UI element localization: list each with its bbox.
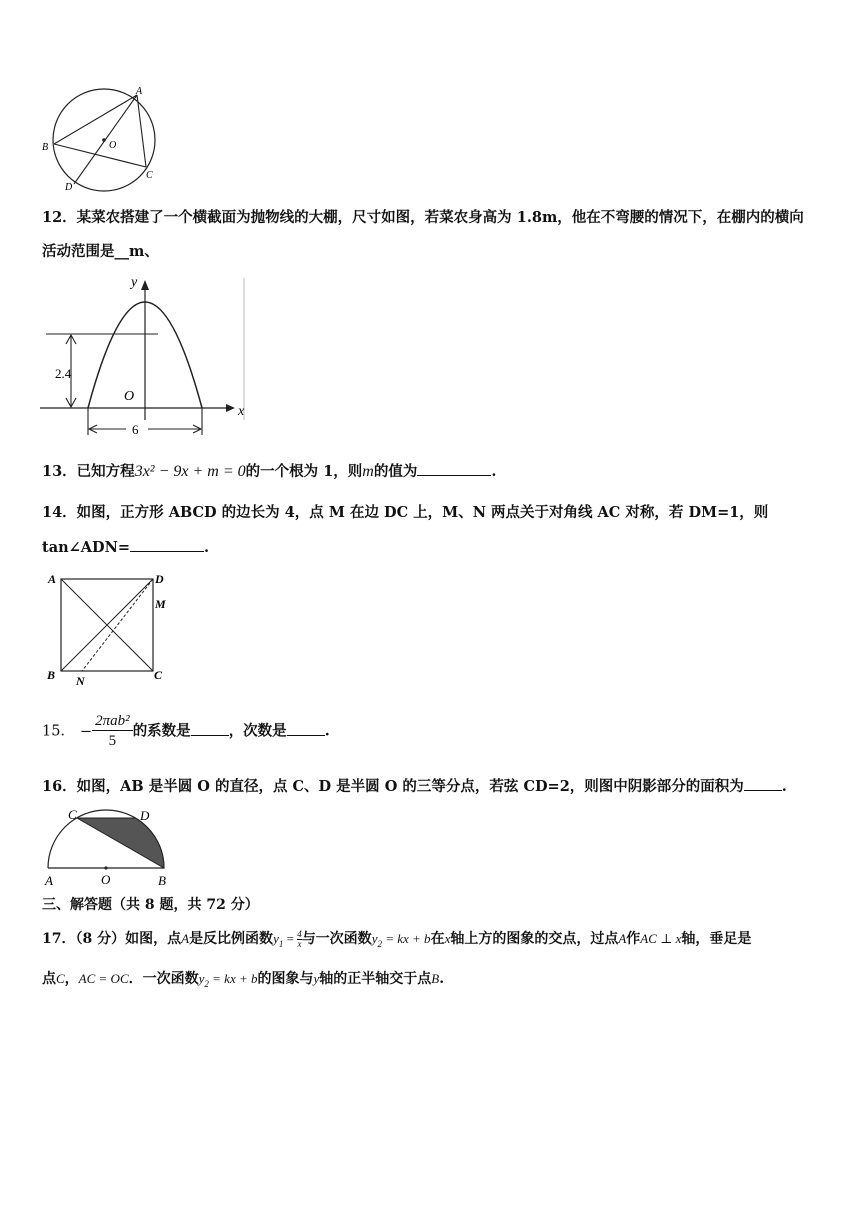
q15-denominator: 5 (108, 733, 117, 749)
square-figure (44, 568, 184, 686)
q17-l2-text-c: ．一次函数 (128, 971, 199, 987)
label-C: C (68, 807, 77, 822)
q17-x: x (444, 931, 451, 946)
q15-numerator: 2πab² (92, 712, 133, 731)
q17-y1: y (273, 931, 279, 946)
label-A: A (136, 86, 143, 97)
question-16 (42, 775, 787, 796)
question-14-line2 (42, 537, 209, 556)
y-axis-label: y (131, 275, 138, 290)
q17-point-A2: A (618, 931, 627, 946)
q15-blank2 (287, 721, 325, 736)
q13-suffix: 的值为 (373, 463, 418, 480)
q17-y2-sub: 2 (377, 938, 382, 949)
label-A: A (48, 572, 57, 586)
q17-eq2: = kx + b (381, 931, 431, 946)
question-14-line1: 14．如图，正方形 ABCD 的边长为 4，点 M 在边 DC 上，M、N 两点关于对角线 AC 对称，若 DM=1，则 (42, 504, 769, 521)
q16-end: . (781, 778, 787, 795)
q15-fraction (92, 712, 133, 751)
label-O: O (101, 872, 111, 887)
label-D: D (155, 572, 164, 586)
q17-y1-sub: 1 (278, 938, 284, 949)
q15-sign: − (80, 723, 93, 740)
label-B: B (47, 668, 56, 682)
q17-text-b: 是反比例函数 (189, 931, 274, 947)
q17-text-g: 轴，垂足是 (681, 931, 752, 947)
q17-l2-text-d: 的图象与 (257, 971, 314, 987)
q17-point-B: B (431, 971, 440, 986)
label-M: M (155, 597, 166, 611)
question-17-line2 (42, 968, 444, 989)
q17-text-a: 17．（8 分）如图，点 (42, 931, 182, 947)
q17-frac-num: 4 (297, 928, 302, 939)
label-N: N (76, 674, 85, 686)
q17-text-c: 与一次函数 (301, 931, 372, 947)
q13-answer-blank (417, 461, 491, 476)
question-12-line1: 12．某菜农搭建了一个横截面为抛物线的大棚，尺寸如图，若菜农身高为 1.8m，他在不弯腰的情况下，在棚内的横向 (42, 209, 804, 226)
q17-l2-y2: y (198, 971, 205, 986)
q17-l2-text-f: . (439, 971, 445, 987)
q13-end: . (491, 463, 497, 480)
section-3-title: 三、解答题（共 8 题，共 72 分） (42, 897, 259, 913)
q15-number: 15． (42, 723, 75, 740)
q17-text-f: 作 (626, 931, 641, 947)
q17-y2: y (371, 931, 378, 946)
q17-l2-y: y (313, 971, 320, 986)
q14-end: . (204, 539, 210, 556)
q13-prefix: 13．已知方程 (42, 463, 135, 480)
q17-l2-y2-sub: 2 (204, 978, 209, 989)
origin-label: O (124, 389, 135, 404)
q17-text-d: 在 (430, 931, 445, 947)
q17-frac-den: x (297, 938, 302, 949)
question-15 (42, 712, 330, 751)
semicircle-figure (40, 806, 174, 888)
question-17-line1 (42, 928, 751, 949)
x-axis-label: x (238, 404, 245, 419)
q17-perp: AC ⊥ x (640, 931, 682, 946)
question-13 (42, 460, 496, 481)
label-B: B (42, 142, 49, 153)
q17-l2-text-b: ， (64, 971, 79, 987)
q17-text-e: 轴上方的图象的交点，过点 (450, 931, 619, 947)
label-C: C (146, 170, 153, 181)
label-A: A (45, 873, 53, 888)
q15-blank1 (191, 721, 229, 736)
question-12-line2: 活动范围是__m、 (42, 243, 159, 260)
label-C: C (154, 668, 163, 682)
q15-end: . (324, 722, 330, 740)
parabola-figure (38, 270, 253, 440)
label-O: O (109, 140, 117, 151)
circle-figure (38, 84, 168, 194)
q17-l2-eq2: = kx + b (208, 971, 258, 986)
q13-middle: 的一个根为 1，则 (245, 463, 363, 480)
q16-line1: 16．如图，AB 是半圆 O 的直径，点 C、D 是半圆 O 的三等分点，若弦 CD=2，则图中阴影部分的面积为 (42, 778, 744, 795)
q17-l2-eq: AC = OC (78, 971, 129, 986)
q13-equation: 3x² − 9x + m = 0 (134, 463, 246, 480)
q15-text2: ，次数是 (228, 722, 287, 740)
q15-text1: 的系数是 (132, 722, 191, 740)
q17-point-A: A (181, 931, 190, 946)
q14-line2-prefix: tan∠ADN= (42, 539, 131, 556)
label-B: B (158, 873, 166, 888)
q14-answer-blank (130, 537, 204, 552)
q17-l2-text-e: 轴的正半轴交于点 (319, 971, 432, 987)
q13-var: m (362, 463, 374, 480)
label-D: D (140, 808, 150, 823)
height-label: 2.4 (55, 366, 72, 381)
label-D: D (65, 182, 73, 193)
q17-point-C: C (56, 971, 65, 986)
q17-eq: = (283, 931, 298, 946)
q16-answer-blank (744, 776, 782, 791)
width-label: 6 (132, 422, 139, 437)
q17-l2-text-a: 点 (42, 971, 56, 987)
